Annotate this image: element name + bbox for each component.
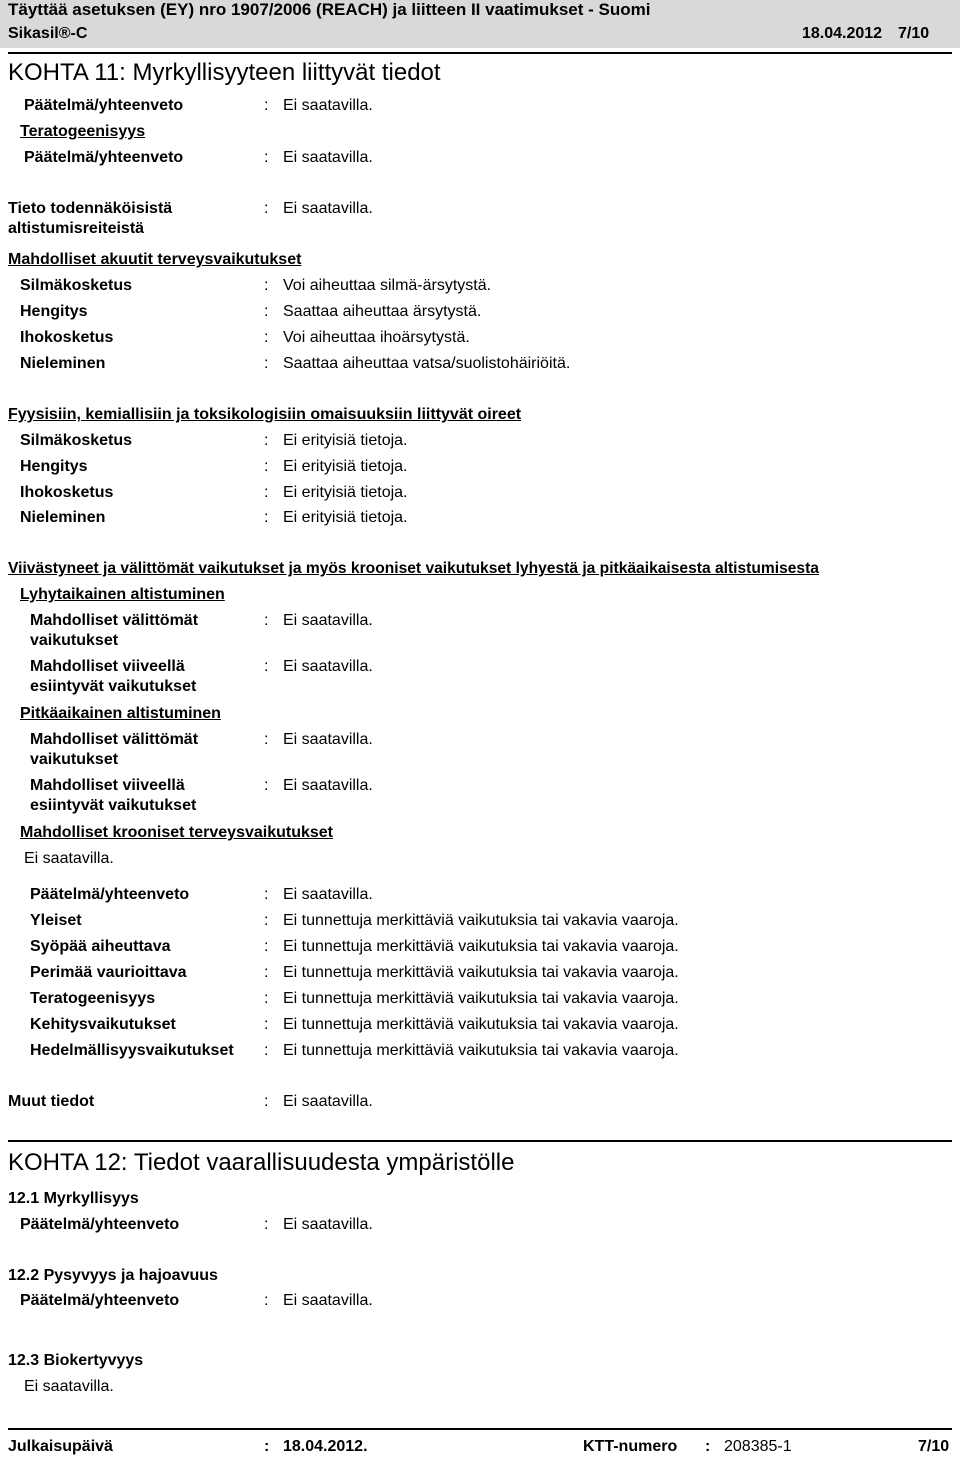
document-title: Täyttää asetuksen (EY) nro 1907/2006 (REACH) ja liitteen II vaatimukset - Suomi <box>8 0 651 19</box>
toxicity-label: Päätelmä/yhteenveto <box>20 1216 180 1233</box>
acute-value-skin: Voi aiheuttaa ihoärsytystä. <box>283 329 470 346</box>
acute-label-inhalation: Hengitys <box>20 303 88 320</box>
long-immediate-label-line1: Mahdolliset välittömät <box>30 731 199 748</box>
routes-label-line1: Tieto todennäköisistä <box>8 200 173 217</box>
chronic-label-developmental: Kehitysvaikutukset <box>30 1016 176 1033</box>
chronic-value-conclusion: Ei saatavilla. <box>283 886 373 903</box>
chronic-label-general: Yleiset <box>30 912 82 929</box>
chronic-heading: Mahdolliset krooniset terveysvaikutukset <box>20 824 333 841</box>
bioaccumulation-text: Ei saatavilla. <box>24 1378 114 1395</box>
routes-label-line2: altistumisreiteistä <box>8 220 145 237</box>
long-delayed-label-line1: Mahdolliset viiveellä <box>30 777 185 794</box>
bioaccumulation-heading: 12.3 Biokertyvyys <box>8 1352 144 1369</box>
chronic-text: Ei saatavilla. <box>24 850 114 867</box>
footer-ktt-label: KTT-numero <box>583 1438 678 1455</box>
symptoms-heading: Fyysisiin, kemiallisiin ja toksikologisiin omaisuuksiin liittyvät oireet <box>8 406 522 423</box>
header-page: 7/10 <box>898 25 930 42</box>
short-immediate-label-line2: vaikutukset <box>30 632 119 649</box>
product-name: Sikasil®-C <box>8 25 88 42</box>
routes-value: Ei saatavilla. <box>283 200 373 217</box>
section-12-title: KOHTA 12: Tiedot vaarallisuudesta ympäristölle <box>8 1149 515 1176</box>
conclusion-label: Päätelmä/yhteenveto <box>24 97 184 114</box>
chronic-value-teratogenicity: Ei tunnettuja merkittäviä vaikutuksia tai vakavia vaaroja. <box>283 990 679 1007</box>
other-info-label: Muut tiedot <box>8 1093 95 1110</box>
acute-label-eye: Silmäkosketus <box>20 277 133 294</box>
chronic-label-carcinogenicity: Syöpää aiheuttava <box>30 938 171 955</box>
conclusion-value: Ei saatavilla. <box>283 97 373 114</box>
footer-date-value: 18.04.2012. <box>283 1438 368 1455</box>
chronic-label-teratogenicity: Teratogeenisyys <box>30 990 156 1007</box>
persistence-value: Ei saatavilla. <box>283 1292 373 1309</box>
short-term-heading: Lyhytaikainen altistuminen <box>20 586 225 603</box>
symptoms-value-eye: Ei erityisiä tietoja. <box>283 432 408 449</box>
persistence-heading: 12.2 Pysyvyys ja hajoavuus <box>8 1267 218 1284</box>
footer-date-label: Julkaisupäivä <box>8 1438 113 1455</box>
persistence-label: Päätelmä/yhteenveto <box>20 1292 180 1309</box>
chronic-value-carcinogenicity: Ei tunnettuja merkittäviä vaikutuksia tai vakavia vaaroja. <box>283 938 679 955</box>
long-delayed-value: Ei saatavilla. <box>283 777 373 794</box>
chronic-value-developmental: Ei tunnettuja merkittäviä vaikutuksia tai vakavia vaaroja. <box>283 1016 679 1033</box>
short-delayed-label-line1: Mahdolliset viiveellä <box>30 658 185 675</box>
acute-value-inhalation: Saattaa aiheuttaa ärsytystä. <box>283 303 482 320</box>
header-date: 18.04.2012 <box>802 25 883 42</box>
short-delayed-value: Ei saatavilla. <box>283 658 373 675</box>
toxicity-value: Ei saatavilla. <box>283 1216 373 1233</box>
chronic-value-mutagenicity: Ei tunnettuja merkittäviä vaikutuksia tai vakavia vaaroja. <box>283 964 679 981</box>
chronic-label-mutagenicity: Perimää vaurioittava <box>30 964 187 981</box>
footer-divider <box>8 1428 952 1430</box>
symptoms-label-inhalation: Hengitys <box>20 458 88 475</box>
toxicity-heading: 12.1 Myrkyllisyys <box>8 1190 139 1207</box>
section-divider <box>8 1140 952 1142</box>
symptoms-label-skin: Ihokosketus <box>20 484 114 501</box>
symptoms-value-skin: Ei erityisiä tietoja. <box>283 484 408 501</box>
acute-heading: Mahdolliset akuutit terveysvaikutukset <box>8 251 302 268</box>
chronic-label-fertility: Hedelmällisyysvaikutukset <box>30 1042 234 1059</box>
conclusion-value: Ei saatavilla. <box>283 149 373 166</box>
chronic-label-conclusion: Päätelmä/yhteenveto <box>30 886 190 903</box>
symptoms-value-ingestion: Ei erityisiä tietoja. <box>283 509 408 526</box>
long-immediate-label-line2: vaikutukset <box>30 751 119 768</box>
conclusion-label: Päätelmä/yhteenveto <box>24 149 184 166</box>
acute-label-skin: Ihokosketus <box>20 329 114 346</box>
acute-label-ingestion: Nieleminen <box>20 355 106 372</box>
section-divider <box>8 52 952 54</box>
long-immediate-value: Ei saatavilla. <box>283 731 373 748</box>
symptoms-label-eye: Silmäkosketus <box>20 432 133 449</box>
symptoms-value-inhalation: Ei erityisiä tietoja. <box>283 458 408 475</box>
short-immediate-value: Ei saatavilla. <box>283 612 373 629</box>
chronic-value-fertility: Ei tunnettuja merkittäviä vaikutuksia tai vakavia vaaroja. <box>283 1042 679 1059</box>
long-term-heading: Pitkäaikainen altistuminen <box>20 705 221 722</box>
long-delayed-label-line2: esiintyvät vaikutukset <box>30 797 197 814</box>
short-immediate-label-line1: Mahdolliset välittömät <box>30 612 199 629</box>
footer-ktt-value: 208385-1 <box>724 1438 792 1455</box>
acute-value-eye: Voi aiheuttaa silmä-ärsytystä. <box>283 277 492 294</box>
chronic-value-general: Ei tunnettuja merkittäviä vaikutuksia tai vakavia vaaroja. <box>283 912 679 929</box>
section-11-title: KOHTA 11: Myrkyllisyyteen liittyvät tiedot <box>8 59 441 86</box>
other-info-value: Ei saatavilla. <box>283 1093 373 1110</box>
delayed-heading: Viivästyneet ja välittömät vaikutukset ja myös krooniset vaikutukset lyhyestä ja pitkäaikaisesta altistumisesta <box>8 560 819 577</box>
symptoms-label-ingestion: Nieleminen <box>20 509 106 526</box>
short-delayed-label-line2: esiintyvät vaikutukset <box>30 678 197 695</box>
acute-value-ingestion: Saattaa aiheuttaa vatsa/suolistohäiriöitä. <box>283 355 571 372</box>
teratogenicity-heading: Teratogeenisyys <box>20 123 146 140</box>
footer-page: 7/10 <box>918 1438 950 1455</box>
